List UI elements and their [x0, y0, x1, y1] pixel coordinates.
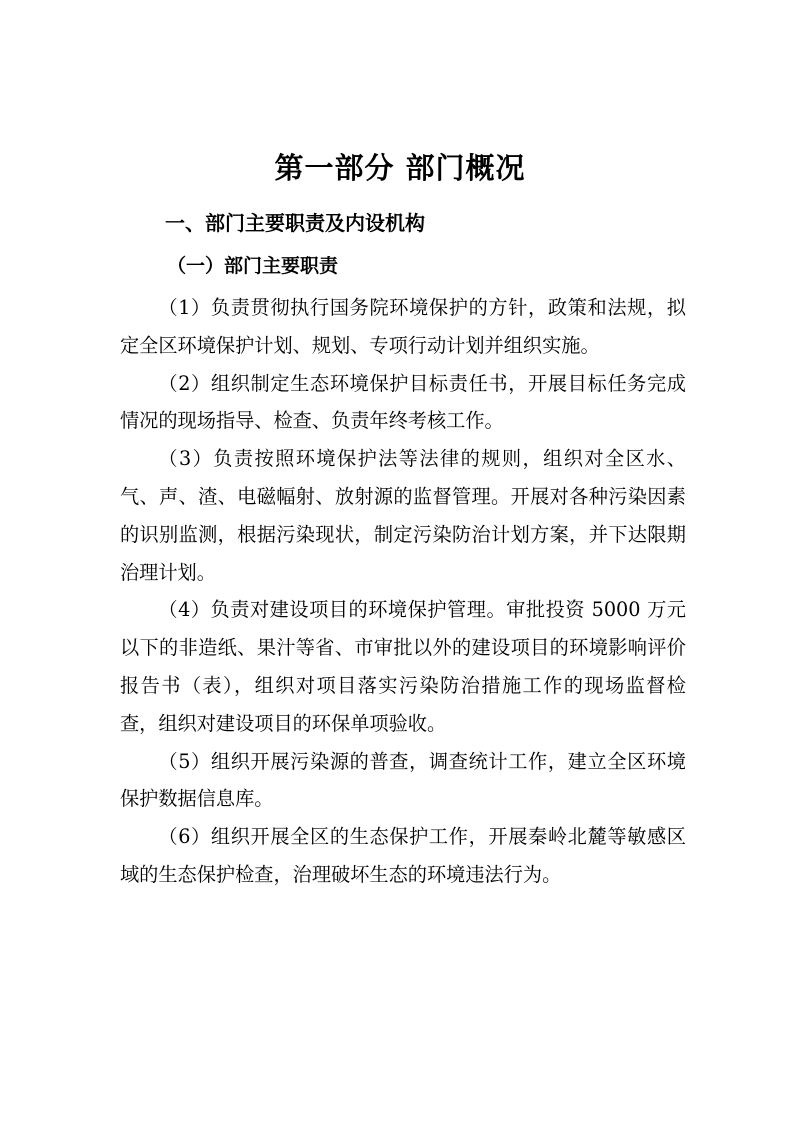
paragraph-6: （6）组织开展全区的生态保护工作，开展秦岭北麓等敏感区域的生态保护检查，治理破坏生态的环境违法行为。 — [120, 825, 686, 886]
paragraph-1: （1）负责贯彻执行国务院环境保护的方针，政策和法规，拟定全区环境保护计划、规划、专项行动计划并组织实施。 — [120, 296, 686, 357]
section-heading: 一、部门主要职责及内设机构 — [165, 211, 425, 235]
paragraph-3: （3）负责按照环境保护法等法律的规则，组织对全区水、气、声、渣、电磁幅射、放射源的监督管理。开展对各种污染因素的识别监测，根据污染现状，制定污染防治计划方案，并下达限期治理计划。 — [120, 447, 686, 584]
page-title: 第一部分 部门概况 — [274, 151, 526, 185]
paragraph-5: （5）组织开展污染源的普查，调查统计工作，建立全区环境保护数据信息库。 — [120, 749, 686, 811]
paragraph-4: （4）负责对建设项目的环境保护管理。审批投资 5000 万元以下的非造纸、果汁等省、市审批以外的建设项目的环境影响评价报告书（表），组织对项目落实污染防治措施工作的现场监督检查，组织对建设项目的环保单项验收。 — [120, 598, 686, 735]
paragraph-2: （2）组织制定生态环境保护目标责任书，开展目标任务完成情况的现场指导、检查、负责年终考核工作。 — [120, 371, 686, 433]
subsection-heading: （一）部门主要职责 — [167, 255, 339, 277]
body-text — [120, 289, 686, 894]
